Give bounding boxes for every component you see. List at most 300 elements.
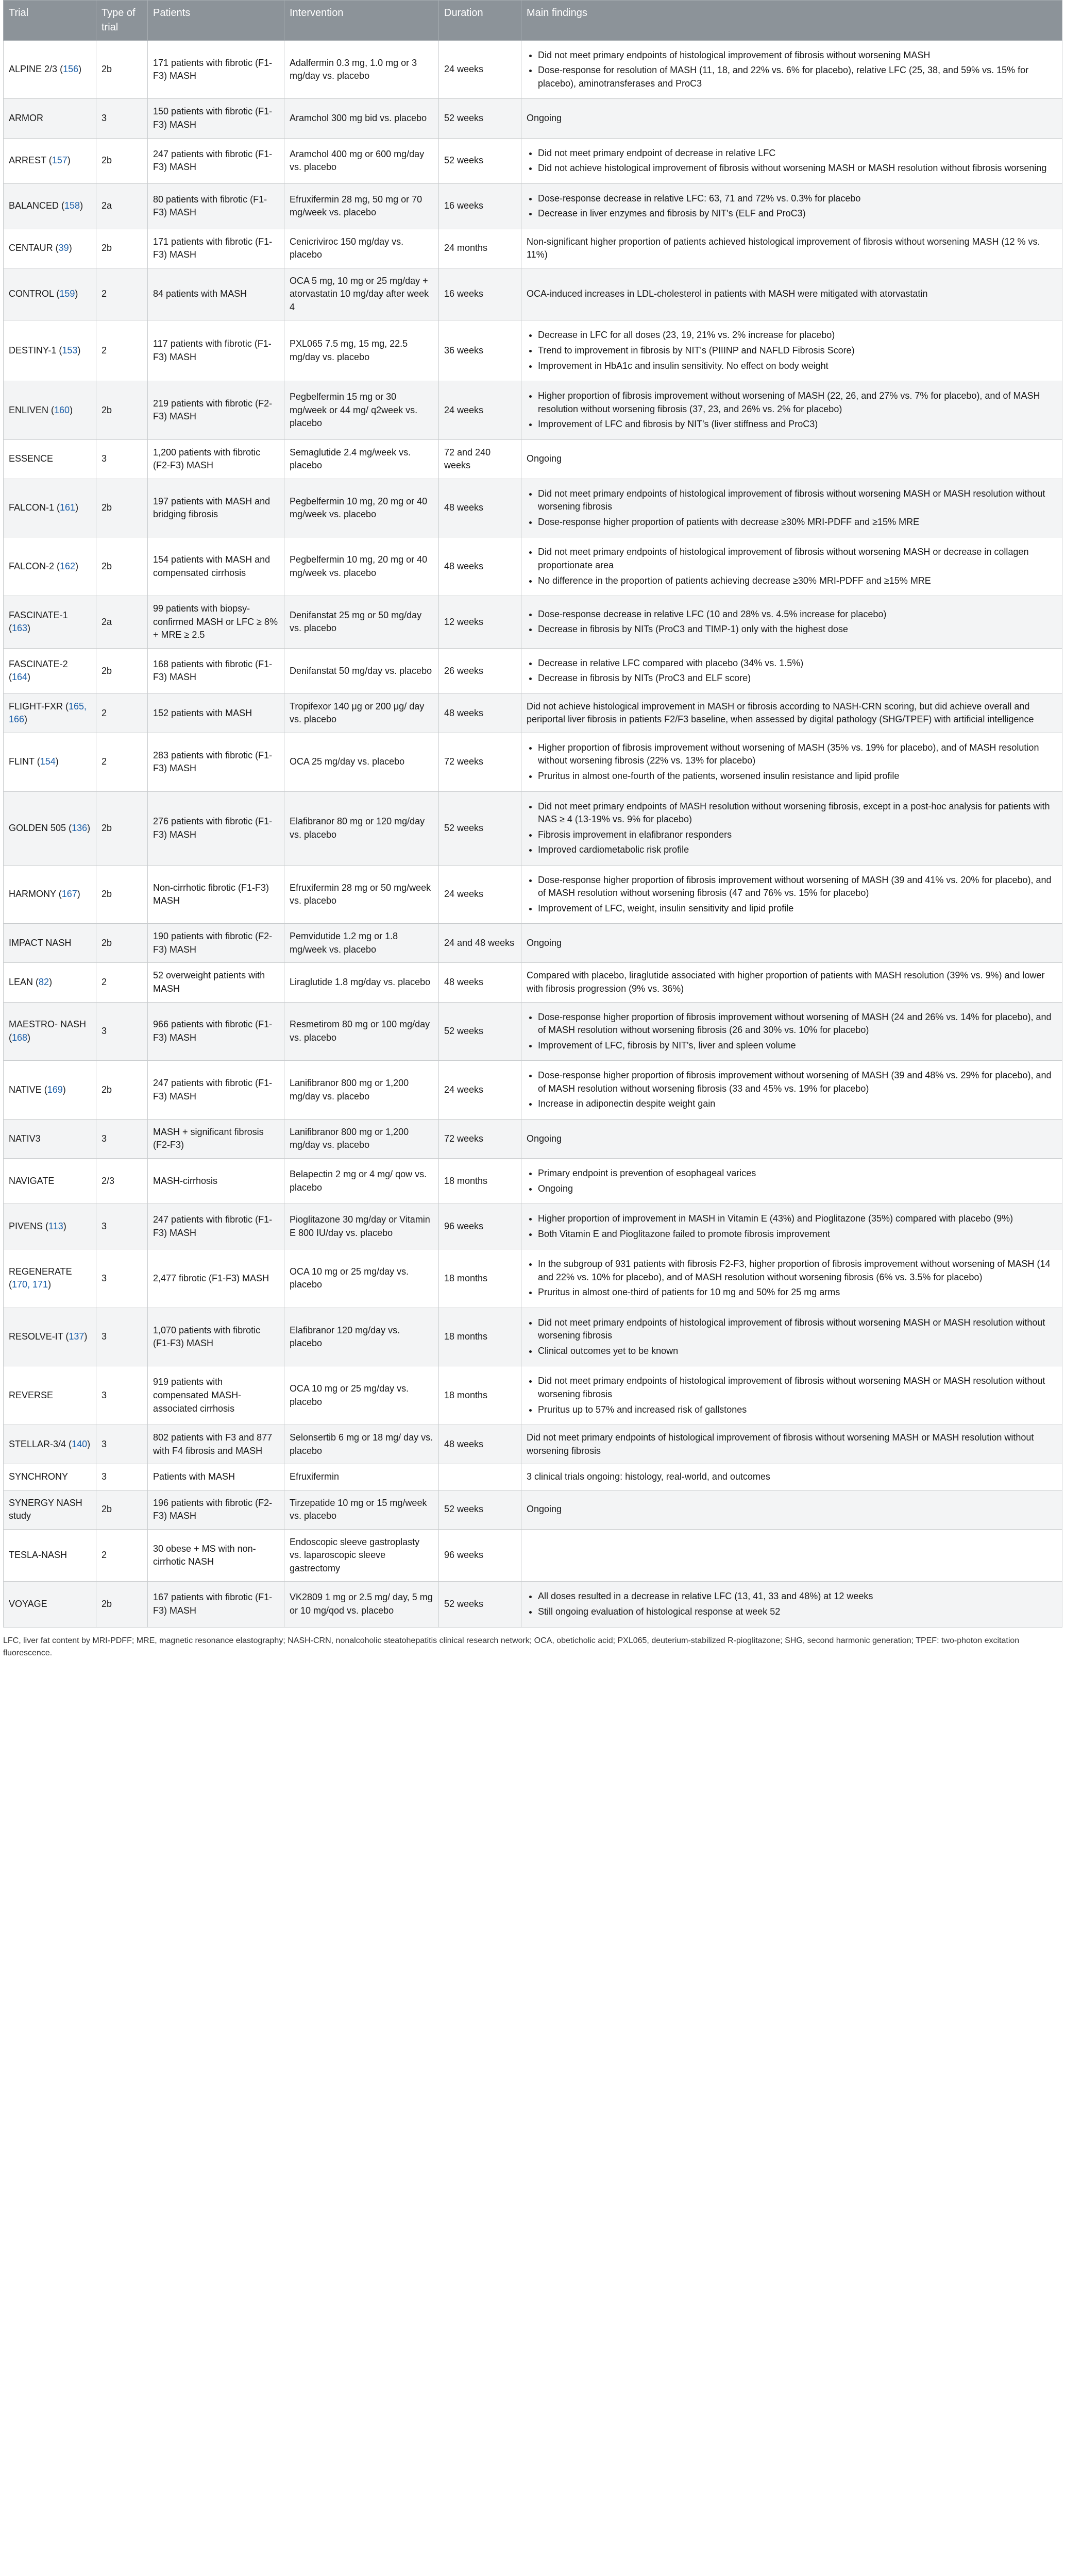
finding-item: • Decrease in fibrosis by NITs (ProC3 and TIMP-1) only with the highest dose	[538, 623, 1057, 636]
cell-patients: 84 patients with MASH	[148, 268, 284, 320]
finding-item: • Both Vitamin E and Pioglitazone failed to promote fibrosis improvement	[538, 1228, 1057, 1241]
cell-findings	[521, 1158, 1062, 1204]
cell-intervention: Efruxifermin	[284, 1464, 439, 1490]
cell-duration: 18 months	[439, 1158, 521, 1204]
findings-list	[527, 1316, 1057, 1358]
cell-trial: STELLAR-3/4 (140)	[4, 1425, 96, 1464]
cell-patients: 283 patients with fibrotic (F1-F3) MASH	[148, 733, 284, 791]
cell-findings	[521, 1308, 1062, 1366]
cell-intervention: Denifanstat 50 mg/day vs. placebo	[284, 648, 439, 693]
trial-name: VOYAGE	[9, 1599, 47, 1609]
cell-intervention: Aramchol 400 mg or 600 mg/day vs. placebo	[284, 138, 439, 183]
cell-duration: 18 months	[439, 1366, 521, 1425]
cell-patients: 197 patients with MASH and bridging fibrosis	[148, 479, 284, 537]
table-row	[4, 381, 1062, 440]
table-footnote: LFC, liver fat content by MRI-PDFF; MRE, magnetic resonance elastography; NASH-CRN, nonalcoholic steatohepatitis clinical research network; OCA, obeticholic acid; PXL065, deuterium-stabilized R-pioglitazone; SHG, second harmonic generation; TPEF: two-photon excitation fluorescence.	[3, 1636, 1020, 1657]
cell-duration: 24 weeks	[439, 381, 521, 440]
cell-patients: 171 patients with fibrotic (F1-F3) MASH	[148, 229, 284, 268]
finding-item: • Trend to improvement in fibrosis by NIT's (PIIINP and NAFLD Fibrosis Score)	[538, 344, 1057, 358]
cell-intervention: Pioglitazone 30 mg/day or Vitamin E 800 IU/day vs. placebo	[284, 1204, 439, 1249]
cell-trial: FALCON-1 (161)	[4, 479, 96, 537]
cell-trial: BALANCED (158)	[4, 183, 96, 229]
cell-patients: 190 patients with fibrotic (F2-F3) MASH	[148, 924, 284, 963]
cell-duration: 18 months	[439, 1249, 521, 1308]
cell-type: 2b	[96, 40, 148, 99]
finding-item: • Ongoing	[538, 1182, 1057, 1196]
cell-patients: 219 patients with fibrotic (F2-F3) MASH	[148, 381, 284, 440]
cell-findings	[521, 1204, 1062, 1249]
cell-type: 3	[96, 1119, 148, 1158]
cell-trial: FLIGHT-FXR (165, 166)	[4, 693, 96, 733]
table-row	[4, 1249, 1062, 1308]
findings-list	[527, 1212, 1057, 1241]
cell-duration: 18 months	[439, 1308, 521, 1366]
cell-patients: 167 patients with fibrotic (F1-F3) MASH	[148, 1582, 284, 1627]
table-row	[4, 1464, 1062, 1490]
cell-intervention: Cenicriviroc 150 mg/day vs. placebo	[284, 229, 439, 268]
cell-findings: 3 clinical trials ongoing: histology, real-world, and outcomes	[521, 1464, 1062, 1490]
reference-link[interactable]: 158	[64, 200, 80, 211]
cell-type: 3	[96, 1464, 148, 1490]
finding-item: • Did not achieve histological improvement of fibrosis without worsening MASH or MASH resolution without fibrosis worsening	[538, 162, 1057, 175]
cell-intervention: OCA 25 mg/day vs. placebo	[284, 733, 439, 791]
cell-findings: Ongoing	[521, 1490, 1062, 1529]
table-row	[4, 1308, 1062, 1366]
cell-intervention: Efruxifermin 28 mg, 50 mg or 70 mg/week vs. placebo	[284, 183, 439, 229]
cell-intervention: Lanifibranor 800 mg or 1,200 mg/day vs. placebo	[284, 1061, 439, 1120]
cell-duration: 48 weeks	[439, 963, 521, 1002]
header-trial: Trial	[4, 1, 96, 41]
trial-name: CONTROL	[9, 289, 54, 299]
cell-intervention: Resmetirom 80 mg or 100 mg/day vs. placebo	[284, 1002, 439, 1061]
cell-intervention: Endoscopic sleeve gastroplasty vs. laparoscopic sleeve gastrectomy	[284, 1529, 439, 1582]
cell-intervention: PXL065 7.5 mg, 15 mg, 22.5 mg/day vs. placebo	[284, 320, 439, 381]
cell-findings	[521, 1249, 1062, 1308]
cell-type: 3	[96, 1204, 148, 1249]
cell-trial: ALPINE 2/3 (156)	[4, 40, 96, 99]
cell-trial: ENLIVEN (160)	[4, 381, 96, 440]
trial-name: FASCINATE-2	[9, 658, 68, 669]
findings-list	[527, 192, 1057, 221]
cell-trial	[4, 99, 96, 138]
cell-findings	[521, 865, 1062, 924]
cell-patients: 247 patients with fibrotic (F1-F3) MASH	[148, 1061, 284, 1120]
cell-duration: 48 weeks	[439, 479, 521, 537]
findings-list	[527, 741, 1057, 783]
finding-item: • Dose-response decrease in relative LFC: 63, 71 and 72% vs. 0.3% for placebo	[538, 192, 1057, 206]
trial-name: CENTAUR	[9, 243, 53, 253]
finding-item: • Pruritus in almost one-fourth of the patients, worsened insulin resistance and lipid profile	[538, 770, 1057, 783]
table-row	[4, 865, 1062, 924]
trial-name: ARMOR	[9, 113, 43, 124]
finding-item: • Improvement of LFC, weight, insulin sensitivity and lipid profile	[538, 902, 1057, 916]
cell-type: 2b	[96, 229, 148, 268]
reference-link[interactable]: 113	[48, 1221, 63, 1231]
findings-list	[527, 800, 1057, 857]
finding-item: • Did not meet primary endpoints of histological improvement of fibrosis without worsening MASH or decrease in collagen proportionate area	[538, 546, 1057, 572]
reference-link[interactable]: 164	[12, 672, 28, 683]
trial-name: GOLDEN 505	[9, 822, 66, 833]
cell-trial	[4, 439, 96, 479]
trial-name: REVERSE	[9, 1389, 54, 1400]
reference-link[interactable]: 161	[60, 502, 76, 513]
cell-intervention: Pemvidutide 1.2 mg or 1.8 mg/week vs. placebo	[284, 924, 439, 963]
cell-trial: HARMONY (167)	[4, 865, 96, 924]
table-row	[4, 479, 1062, 537]
trial-name: ENLIVEN	[9, 404, 49, 415]
finding-item: • Dose-response higher proportion of fibrosis improvement without worsening of MASH (39 and 41% vs. 20% for placebo), and of MASH resolution without worsening fibrosis (47 and 76% vs. 15% for placebo)	[538, 874, 1057, 900]
cell-findings	[521, 791, 1062, 865]
trial-name: NAVIGATE	[9, 1175, 55, 1186]
reference-link[interactable]: 82	[39, 977, 49, 988]
cell-findings	[521, 381, 1062, 440]
table-row	[4, 596, 1062, 649]
trial-name: HARMONY	[9, 889, 56, 900]
cell-patients: MASH-cirrhosis	[148, 1158, 284, 1204]
cell-intervention: Elafibranor 120 mg/day vs. placebo	[284, 1308, 439, 1366]
reference-link[interactable]: 154	[40, 756, 56, 767]
trial-name: ESSENCE	[9, 453, 54, 464]
reference-link[interactable]: 156	[63, 64, 79, 75]
table-row	[4, 1490, 1062, 1529]
finding-item: • Did not meet primary endpoint of decrease in relative LFC	[538, 147, 1057, 160]
header-row	[4, 1, 1062, 41]
trial-name: NATIV3	[9, 1133, 41, 1144]
table-row	[4, 1425, 1062, 1464]
reference-link[interactable]: 159	[59, 289, 75, 299]
cell-intervention: Elafibranor 80 mg or 120 mg/day vs. placebo	[284, 791, 439, 865]
cell-duration: 48 weeks	[439, 537, 521, 596]
cell-patients: 919 patients with compensated MASH-associated cirrhosis	[148, 1366, 284, 1425]
cell-trial: ARREST (157)	[4, 138, 96, 183]
cell-patients: 30 obese + MS with non-cirrhotic NASH	[148, 1529, 284, 1582]
cell-duration: 52 weeks	[439, 138, 521, 183]
table-row	[4, 1582, 1062, 1627]
cell-patients: 196 patients with fibrotic (F2-F3) MASH	[148, 1490, 284, 1529]
finding-item: • Increase in adiponectin despite weight gain	[538, 1097, 1057, 1111]
finding-item: • Dose-response higher proportion of patients with decrease ≥30% MRI-PDFF and ≥15% MRE	[538, 516, 1057, 529]
cell-type: 2a	[96, 183, 148, 229]
cell-trial: FASCINATE-1 (163)	[4, 596, 96, 649]
cell-trial	[4, 1366, 96, 1425]
cell-findings	[521, 648, 1062, 693]
table-row	[4, 439, 1062, 479]
cell-type: 2	[96, 963, 148, 1002]
table-row	[4, 693, 1062, 733]
findings-list	[527, 389, 1057, 431]
finding-item: • Improved cardiometabolic risk profile	[538, 843, 1057, 857]
cell-duration: 52 weeks	[439, 1582, 521, 1627]
cell-duration: 24 months	[439, 229, 521, 268]
trial-name: SYNERGY NASH study	[9, 1497, 82, 1521]
table-row	[4, 1529, 1062, 1582]
findings-list	[527, 546, 1057, 587]
reference-link[interactable]: 157	[52, 155, 67, 166]
cell-findings: OCA-induced increases in LDL-cholesterol in patients with MASH were mitigated with atorvastatin	[521, 268, 1062, 320]
cell-trial: LEAN (82)	[4, 963, 96, 1002]
cell-intervention: Aramchol 300 mg bid vs. placebo	[284, 99, 439, 138]
table-row	[4, 229, 1062, 268]
cell-intervention: Lanifibranor 800 mg or 1,200 mg/day vs. placebo	[284, 1119, 439, 1158]
finding-item: • Higher proportion of fibrosis improvement without worsening of MASH (35% vs. 19% for placebo), and of MASH resolution without worsening fibrosis (22% vs. 13% for placebo)	[538, 741, 1057, 768]
table-row	[4, 924, 1062, 963]
cell-patients: 1,070 patients with fibrotic (F1-F3) MASH	[148, 1308, 284, 1366]
cell-type: 2b	[96, 479, 148, 537]
trial-name: REGENERATE	[9, 1266, 72, 1277]
reference-link[interactable]: 140	[72, 1438, 88, 1449]
trial-name: IMPACT NASH	[9, 938, 72, 948]
finding-item: • Clinical outcomes yet to be known	[538, 1345, 1057, 1358]
cell-trial: DESTINY-1 (153)	[4, 320, 96, 381]
trial-name: PIVENS	[9, 1221, 43, 1231]
table-row	[4, 268, 1062, 320]
cell-trial: REGENERATE (170, 171)	[4, 1249, 96, 1308]
cell-patients: 80 patients with fibrotic (F1-F3) MASH	[148, 183, 284, 229]
trial-name: MAESTRO- NASH	[9, 1019, 87, 1030]
finding-item: • Primary endpoint is prevention of esophageal varices	[538, 1167, 1057, 1180]
finding-item: • Still ongoing evaluation of histological response at week 52	[538, 1605, 1057, 1619]
cell-type: 3	[96, 1425, 148, 1464]
cell-intervention: Pegbelfermin 10 mg, 20 mg or 40 mg/week vs. placebo	[284, 537, 439, 596]
cell-duration: 24 weeks	[439, 40, 521, 99]
cell-duration: 12 weeks	[439, 596, 521, 649]
cell-type: 2b	[96, 865, 148, 924]
finding-item: • Did not meet primary endpoints of MASH resolution without worsening fibrosis, except in a post-hoc analysis for patients with NAS ≥ 4 (13-19% vs. 9% for placebo)	[538, 800, 1057, 826]
cell-type: 2a	[96, 596, 148, 649]
findings-list	[527, 329, 1057, 372]
cell-trial: FASCINATE-2 (164)	[4, 648, 96, 693]
cell-trial: CONTROL (159)	[4, 268, 96, 320]
findings-list	[527, 49, 1057, 91]
finding-item: • Pruritus in almost one-third of patients for 10 mg and 50% for 25 mg arms	[538, 1286, 1057, 1299]
trial-name: DESTINY-1	[9, 345, 57, 355]
cell-findings	[521, 1582, 1062, 1627]
cell-findings: Ongoing	[521, 924, 1062, 963]
cell-type: 2	[96, 268, 148, 320]
findings-list	[527, 1590, 1057, 1618]
cell-trial: MAESTRO- NASH (168)	[4, 1002, 96, 1061]
table-row	[4, 1061, 1062, 1120]
finding-item: • Did not meet primary endpoints of histological improvement of fibrosis without worsening MASH	[538, 49, 1057, 62]
cell-duration: 52 weeks	[439, 1002, 521, 1061]
trial-name: RESOLVE-IT	[9, 1331, 63, 1342]
reference-link[interactable]: 136	[72, 822, 88, 833]
cell-trial: FALCON-2 (162)	[4, 537, 96, 596]
cell-duration: 36 weeks	[439, 320, 521, 381]
cell-trial: CENTAUR (39)	[4, 229, 96, 268]
cell-trial	[4, 1158, 96, 1204]
cell-duration: 24 weeks	[439, 1061, 521, 1120]
cell-trial	[4, 924, 96, 963]
table-row	[4, 40, 1062, 99]
cell-type: 2/3	[96, 1158, 148, 1204]
cell-findings: Compared with placebo, liraglutide associated with higher proportion of patients with MASH resolution (39% vs. 9%) and lower with fibrosis progression (9% vs. 36%)	[521, 963, 1062, 1002]
table-row	[4, 1204, 1062, 1249]
cell-findings	[521, 537, 1062, 596]
header-patients: Patients	[148, 1, 284, 41]
cell-duration: 48 weeks	[439, 693, 521, 733]
cell-findings	[521, 479, 1062, 537]
reference-link[interactable]: 167	[61, 889, 77, 900]
cell-intervention: Denifanstat 25 mg or 50 mg/day vs. placebo	[284, 596, 439, 649]
trial-name: TESLA-NASH	[9, 1550, 67, 1561]
cell-duration: 72 weeks	[439, 733, 521, 791]
cell-intervention: Semaglutide 2.4 mg/week vs. placebo	[284, 439, 439, 479]
cell-type: 2b	[96, 138, 148, 183]
table-row	[4, 1002, 1062, 1061]
trial-name: FASCINATE-1	[9, 609, 68, 620]
table-row	[4, 733, 1062, 791]
cell-patients: 966 patients with fibrotic (F1-F3) MASH	[148, 1002, 284, 1061]
table-row	[4, 99, 1062, 138]
cell-trial	[4, 1582, 96, 1627]
cell-patients: 99 patients with biopsy-confirmed MASH or LFC ≥ 8% + MRE ≥ 2.5	[148, 596, 284, 649]
cell-findings	[521, 733, 1062, 791]
cell-findings	[521, 1002, 1062, 1061]
findings-list	[527, 1069, 1057, 1111]
trial-name: SYNCHRONY	[9, 1471, 69, 1482]
finding-item: • Decrease in relative LFC compared with placebo (34% vs. 1.5%)	[538, 657, 1057, 670]
trial-name: ALPINE 2/3	[9, 64, 58, 75]
cell-findings: Did not meet primary endpoints of histological improvement of fibrosis without worsening MASH or MASH resolution without worsening fibrosis	[521, 1425, 1062, 1464]
finding-item: • Higher proportion of fibrosis improvement without worsening of MASH (22, 26, and 27% vs. 7% for placebo), and of MASH resolution without worsening fibrosis (37, 23, and 26% vs. 2% for placebo)	[538, 389, 1057, 416]
cell-patients: 150 patients with fibrotic (F1-F3) MASH	[148, 99, 284, 138]
reference-link[interactable]: 39	[58, 243, 69, 253]
reference-link[interactable]: 137	[69, 1331, 84, 1342]
header-findings: Main findings	[521, 1, 1062, 41]
cell-trial: GOLDEN 505 (136)	[4, 791, 96, 865]
reference-link[interactable]: 169	[47, 1084, 63, 1095]
cell-findings: Did not achieve histological improvement in MASH or fibrosis according to NASH-CRN scoring, but did achieve overall and periportal liver fibrosis in patients F2/F3 baseline, when assessed by digital pathology (SHG/TPEF) with artificial intelligence	[521, 693, 1062, 733]
finding-item: • Improvement in HbA1c and insulin sensitivity. No effect on body weight	[538, 360, 1057, 373]
cell-trial: NATIVE (169)	[4, 1061, 96, 1120]
reference-link[interactable]: 162	[60, 561, 76, 571]
cell-trial	[4, 1464, 96, 1490]
table-header	[4, 1, 1062, 41]
cell-duration: 24 weeks	[439, 865, 521, 924]
cell-duration: 96 weeks	[439, 1529, 521, 1582]
cell-findings	[521, 183, 1062, 229]
findings-list	[527, 1258, 1057, 1299]
table-row	[4, 1158, 1062, 1204]
cell-findings: Ongoing	[521, 1119, 1062, 1158]
header-duration: Duration	[439, 1, 521, 41]
cell-intervention: Pegbelfermin 15 mg or 30 mg/week or 44 mg/ q2week vs. placebo	[284, 381, 439, 440]
cell-patients: 1,200 patients with fibrotic (F2-F3) MASH	[148, 439, 284, 479]
finding-item: • Pruritus up to 57% and increased risk of gallstones	[538, 1403, 1057, 1417]
cell-duration: 16 weeks	[439, 183, 521, 229]
trial-name: BALANCED	[9, 200, 59, 211]
finding-item: • Decrease in liver enzymes and fibrosis by NIT's (ELF and ProC3)	[538, 207, 1057, 221]
cell-findings: Ongoing	[521, 99, 1062, 138]
cell-patients: 171 patients with fibrotic (F1-F3) MASH	[148, 40, 284, 99]
trial-name: LEAN	[9, 977, 33, 988]
cell-duration	[439, 1464, 521, 1490]
cell-intervention: OCA 10 mg or 25 mg/day vs. placebo	[284, 1249, 439, 1308]
reference-link[interactable]: 163	[12, 623, 28, 634]
finding-item: • Dose-response decrease in relative LFC (10 and 28% vs. 4.5% increase for placebo)	[538, 608, 1057, 621]
cell-patients: 117 patients with fibrotic (F1-F3) MASH	[148, 320, 284, 381]
cell-duration: 52 weeks	[439, 99, 521, 138]
finding-item: • Did not meet primary endpoints of histological improvement of fibrosis without worsening MASH or MASH resolution without worsening fibrosis	[538, 1316, 1057, 1343]
cell-duration: 24 and 48 weeks	[439, 924, 521, 963]
cell-type: 3	[96, 1308, 148, 1366]
cell-type: 2b	[96, 1490, 148, 1529]
trial-name: STELLAR-3/4	[9, 1438, 66, 1449]
cell-intervention: Efruxifermin 28 mg or 50 mg/week vs. placebo	[284, 865, 439, 924]
cell-findings	[521, 320, 1062, 381]
cell-patients: 152 patients with MASH	[148, 693, 284, 733]
finding-item: • Improvement of LFC and fibrosis by NIT's (liver stiffness and ProC3)	[538, 418, 1057, 431]
cell-type: 2	[96, 1529, 148, 1582]
cell-patients: 52 overweight patients with MASH	[148, 963, 284, 1002]
finding-item: • Dose-response for resolution of MASH (11, 18, and 22% vs. 6% for placebo), relative LFC (25, 38, and 59% vs. 15% for placebo), aminotransferases and ProC3	[538, 64, 1057, 90]
cell-patients: Non-cirrhotic fibrotic (F1-F3) MASH	[148, 865, 284, 924]
cell-trial	[4, 1119, 96, 1158]
findings-list	[527, 1375, 1057, 1416]
finding-item: • No difference in the proportion of patients achieving decrease ≥30% MRI-PDFF and ≥15% MRE	[538, 574, 1057, 588]
findings-list	[527, 147, 1057, 175]
reference-link[interactable]: 170, 171	[12, 1279, 48, 1290]
finding-item: • Did not meet primary endpoints of histological improvement of fibrosis without worsening MASH or MASH resolution without worsening fibrosis	[538, 487, 1057, 514]
cell-findings: Non-significant higher proportion of patients achieved histological improvement of fibrosis without worsening MASH (12 % vs. 11%)	[521, 229, 1062, 268]
finding-item: • Decrease in LFC for all doses (23, 19, 21% vs. 2% increase for placebo)	[538, 329, 1057, 342]
cell-findings	[521, 40, 1062, 99]
table-row	[4, 320, 1062, 381]
trial-name: FLINT	[9, 756, 35, 767]
cell-intervention: OCA 5 mg, 10 mg or 25 mg/day + atorvastatin 10 mg/day after week 4	[284, 268, 439, 320]
reference-link[interactable]: 153	[62, 345, 78, 355]
cell-findings: Ongoing	[521, 439, 1062, 479]
table-body	[4, 40, 1062, 1627]
header-intervention: Intervention	[284, 1, 439, 41]
finding-item: • Decrease in fibrosis by NITs (ProC3 and ELF score)	[538, 672, 1057, 685]
cell-duration: 72 weeks	[439, 1119, 521, 1158]
cell-intervention: Pegbelfermin 10 mg, 20 mg or 40 mg/week vs. placebo	[284, 479, 439, 537]
table-row	[4, 791, 1062, 865]
cell-findings	[521, 138, 1062, 183]
cell-intervention: OCA 10 mg or 25 mg/day vs. placebo	[284, 1366, 439, 1425]
findings-list	[527, 657, 1057, 685]
cell-patients: 154 patients with MASH and compensated cirrhosis	[148, 537, 284, 596]
cell-trial	[4, 1529, 96, 1582]
cell-type: 2	[96, 320, 148, 381]
reference-link[interactable]: 168	[12, 1032, 28, 1043]
reference-link[interactable]: 160	[54, 404, 70, 415]
finding-item: • Higher proportion of improvement in MASH in Vitamin E (43%) and Pioglitazone (35%) compared with placebo (9%)	[538, 1212, 1057, 1226]
finding-item: • Fibrosis improvement in elafibranor responders	[538, 828, 1057, 842]
cell-type: 3	[96, 439, 148, 479]
cell-trial: RESOLVE-IT (137)	[4, 1308, 96, 1366]
cell-duration: 16 weeks	[439, 268, 521, 320]
cell-duration: 72 and 240 weeks	[439, 439, 521, 479]
cell-patients: 802 patients with F3 and 877 with F4 fibrosis and MASH	[148, 1425, 284, 1464]
cell-duration: 96 weeks	[439, 1204, 521, 1249]
cell-type: 2	[96, 693, 148, 733]
table-row	[4, 537, 1062, 596]
table-row	[4, 1119, 1062, 1158]
finding-item: • In the subgroup of 931 patients with fibrosis F2-F3, higher proportion of fibrosis improvement without worsening of MASH (14 and 22% vs. 10% for placebo), and of MASH resolution without worsening fibrosis (6% vs. 3.5% for placebo)	[538, 1258, 1057, 1284]
cell-intervention: Tropifexor 140 μg or 200 μg/ day vs. placebo	[284, 693, 439, 733]
finding-item: • Did not meet primary endpoints of histological improvement of fibrosis without worsening MASH or MASH resolution without worsening fibrosis	[538, 1375, 1057, 1401]
cell-patients: Patients with MASH	[148, 1464, 284, 1490]
header-type: Type of trial	[96, 1, 148, 41]
cell-duration: 52 weeks	[439, 791, 521, 865]
reference-link[interactable]: 165, 166	[9, 701, 87, 725]
cell-type: 3	[96, 1366, 148, 1425]
clinical-trials-table	[3, 0, 1062, 1628]
cell-type: 2	[96, 733, 148, 791]
